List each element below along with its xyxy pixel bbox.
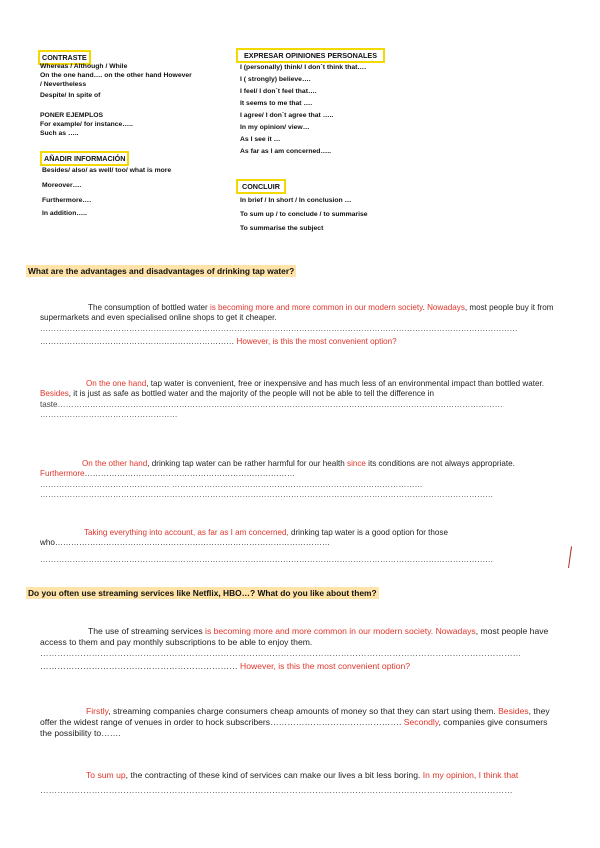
connector-text: However, is this the most convenient option? <box>236 337 397 347</box>
opiniones-line: I feel/ I don´t feel that…. <box>240 88 317 95</box>
ejemplos-line: Such as ….. <box>40 130 79 137</box>
blank-line: ……………………………………………………………… <box>40 337 237 347</box>
contraste-line: Whereas / Although / While <box>40 63 128 70</box>
text: its conditions are not always appropriate. <box>365 459 515 468</box>
essay1-paragraph-2 <box>40 379 560 421</box>
connector-text: On the other hand <box>82 459 148 468</box>
anadir-line: Moreover…. <box>42 182 82 189</box>
blank-line: …………………………………………… <box>40 410 178 420</box>
connector-text: To sum up <box>86 770 126 780</box>
connector-text: Secondly <box>403 716 439 727</box>
question-tap-water: What are the advantages and disadvantages of drinking tap water? <box>28 266 295 276</box>
text: , most people buy it from supermarkets and even specialised online shops to get it cheaper. <box>40 303 554 323</box>
anadir-line: Besides/ also/ as well/ too/ what is more <box>42 167 172 174</box>
blank-line: ………………………………………………………………………………………………………………………………………………… <box>40 784 513 795</box>
blank-line: …………………………………………………………………………………………………………………………………………………………… <box>40 323 518 333</box>
concluir-line: To sum up / to conclude / to summarise <box>240 211 368 218</box>
opiniones-line: As far as I am concerned….. <box>240 148 332 155</box>
connector-text: Firstly <box>86 706 109 716</box>
connector-text: Nowadays <box>427 303 465 312</box>
text: , it is just as safe as bottled water and the majority of the people will not be able to tell the difference in <box>68 389 434 399</box>
text: , most people have access to them and pay monthly subscriptions to be able to enjoy them. <box>40 626 549 647</box>
text: . <box>422 303 428 312</box>
essay1-paragraph-1 <box>40 303 560 348</box>
blank-line: taste………………………………………………………………………………………………………………………………………………… <box>40 399 503 409</box>
connector-text: However, is this the most convenient option? <box>240 661 411 672</box>
opiniones-line: I (personally) think/ I don´t think that…. <box>240 64 367 71</box>
opiniones-line: As I see it … <box>240 136 281 143</box>
contraste-line: Despite/ In spite of <box>40 92 101 99</box>
anadir-line: In addition….. <box>42 210 87 217</box>
text: , they offer the widest range of venues in order to hock subscribers………………………………………. <box>40 706 550 727</box>
text: , drinking tap water can be rather harmful for our health <box>147 459 348 468</box>
ejemplos-title: PONER EJEMPLOS <box>40 112 104 119</box>
connector-text: Besides <box>40 389 69 399</box>
text: The use of streaming services <box>88 626 206 636</box>
blank-line: …………………………………………………………………… <box>84 469 295 479</box>
text: drinking tap water is a good option for those who………………………………………………………………………………………… <box>40 528 448 548</box>
opiniones-line: It seems to me that …. <box>240 100 313 107</box>
contraste-line: On the one hand…. on the other hand However <box>40 72 192 79</box>
contraste-line: / Nevertheless <box>40 81 87 88</box>
essay2-paragraph-2 <box>40 706 560 738</box>
concluir-title: CONCLUIR <box>236 179 286 194</box>
blank-line: …………………………………………………………… <box>40 661 241 672</box>
anadir-line: Furthermore…. <box>42 197 92 204</box>
connector-text: In my opinion, I think that <box>422 770 519 780</box>
text: , companies give consumers the possibility to……. <box>40 716 548 738</box>
connector-text: is becoming more and more common in our modern society <box>209 303 423 312</box>
essay2-paragraph-3 <box>40 770 560 796</box>
text: The consumption of bottled water <box>88 303 210 312</box>
ejemplos-line: For example/ for instance….. <box>40 121 133 128</box>
anadir-title: AÑADIR INFORMACIÓN <box>40 151 129 166</box>
connector-text: On the one hand <box>86 379 147 388</box>
connector-text: Furthermore <box>40 469 85 479</box>
blank-line: ………………………………………… ………………………………………………………………………………… <box>40 479 423 489</box>
connector-text: is becoming more and more common in our modern society. Nowadays <box>205 626 476 636</box>
concluir-line: To summarise the subject <box>240 225 324 232</box>
opiniones-line: I agree/ I don´t agree that ….. <box>240 112 334 119</box>
text: , tap water is convenient, free or inexpensive and has much less of an environmental impact than bottled water. <box>146 379 545 388</box>
question-streaming-services: Do you often use streaming services like Netflix, HBO…? What do you like about them? <box>28 588 377 598</box>
essay1-paragraph-4 <box>40 528 560 565</box>
opiniones-line: I ( strongly) believe…. <box>240 76 311 83</box>
red-pen-mark-icon <box>567 546 572 568</box>
opiniones-title: EXPRESAR OPINIONES PERSONALES <box>236 48 385 63</box>
text: , streaming companies charge consumers cheap amounts of money so that they can start using them. <box>108 706 499 716</box>
connector-text: Besides <box>498 706 529 716</box>
opiniones-line: In my opinion/ view… <box>240 124 310 131</box>
blank-line: …………………………………………………………………………………………………………………………………………………… <box>40 554 494 564</box>
essay2-paragraph-1 <box>40 626 560 672</box>
blank-line: …………………………………………………………………………………………………………………………………………………… <box>40 490 494 500</box>
blank-line: …………………………………………………………………………………………………………………………………………………… <box>40 647 522 658</box>
text: , the contracting of these kind of services can make our lives a bit less boring. <box>125 770 423 780</box>
connector-text: Taking everything into account, as far as I am concerned, <box>84 528 289 537</box>
contraste-title: CONTRASTE <box>38 50 91 65</box>
essay1-paragraph-3 <box>40 459 560 501</box>
connector-text: since <box>347 459 366 468</box>
concluir-line: In brief / In short / In conclusion … <box>240 197 352 204</box>
